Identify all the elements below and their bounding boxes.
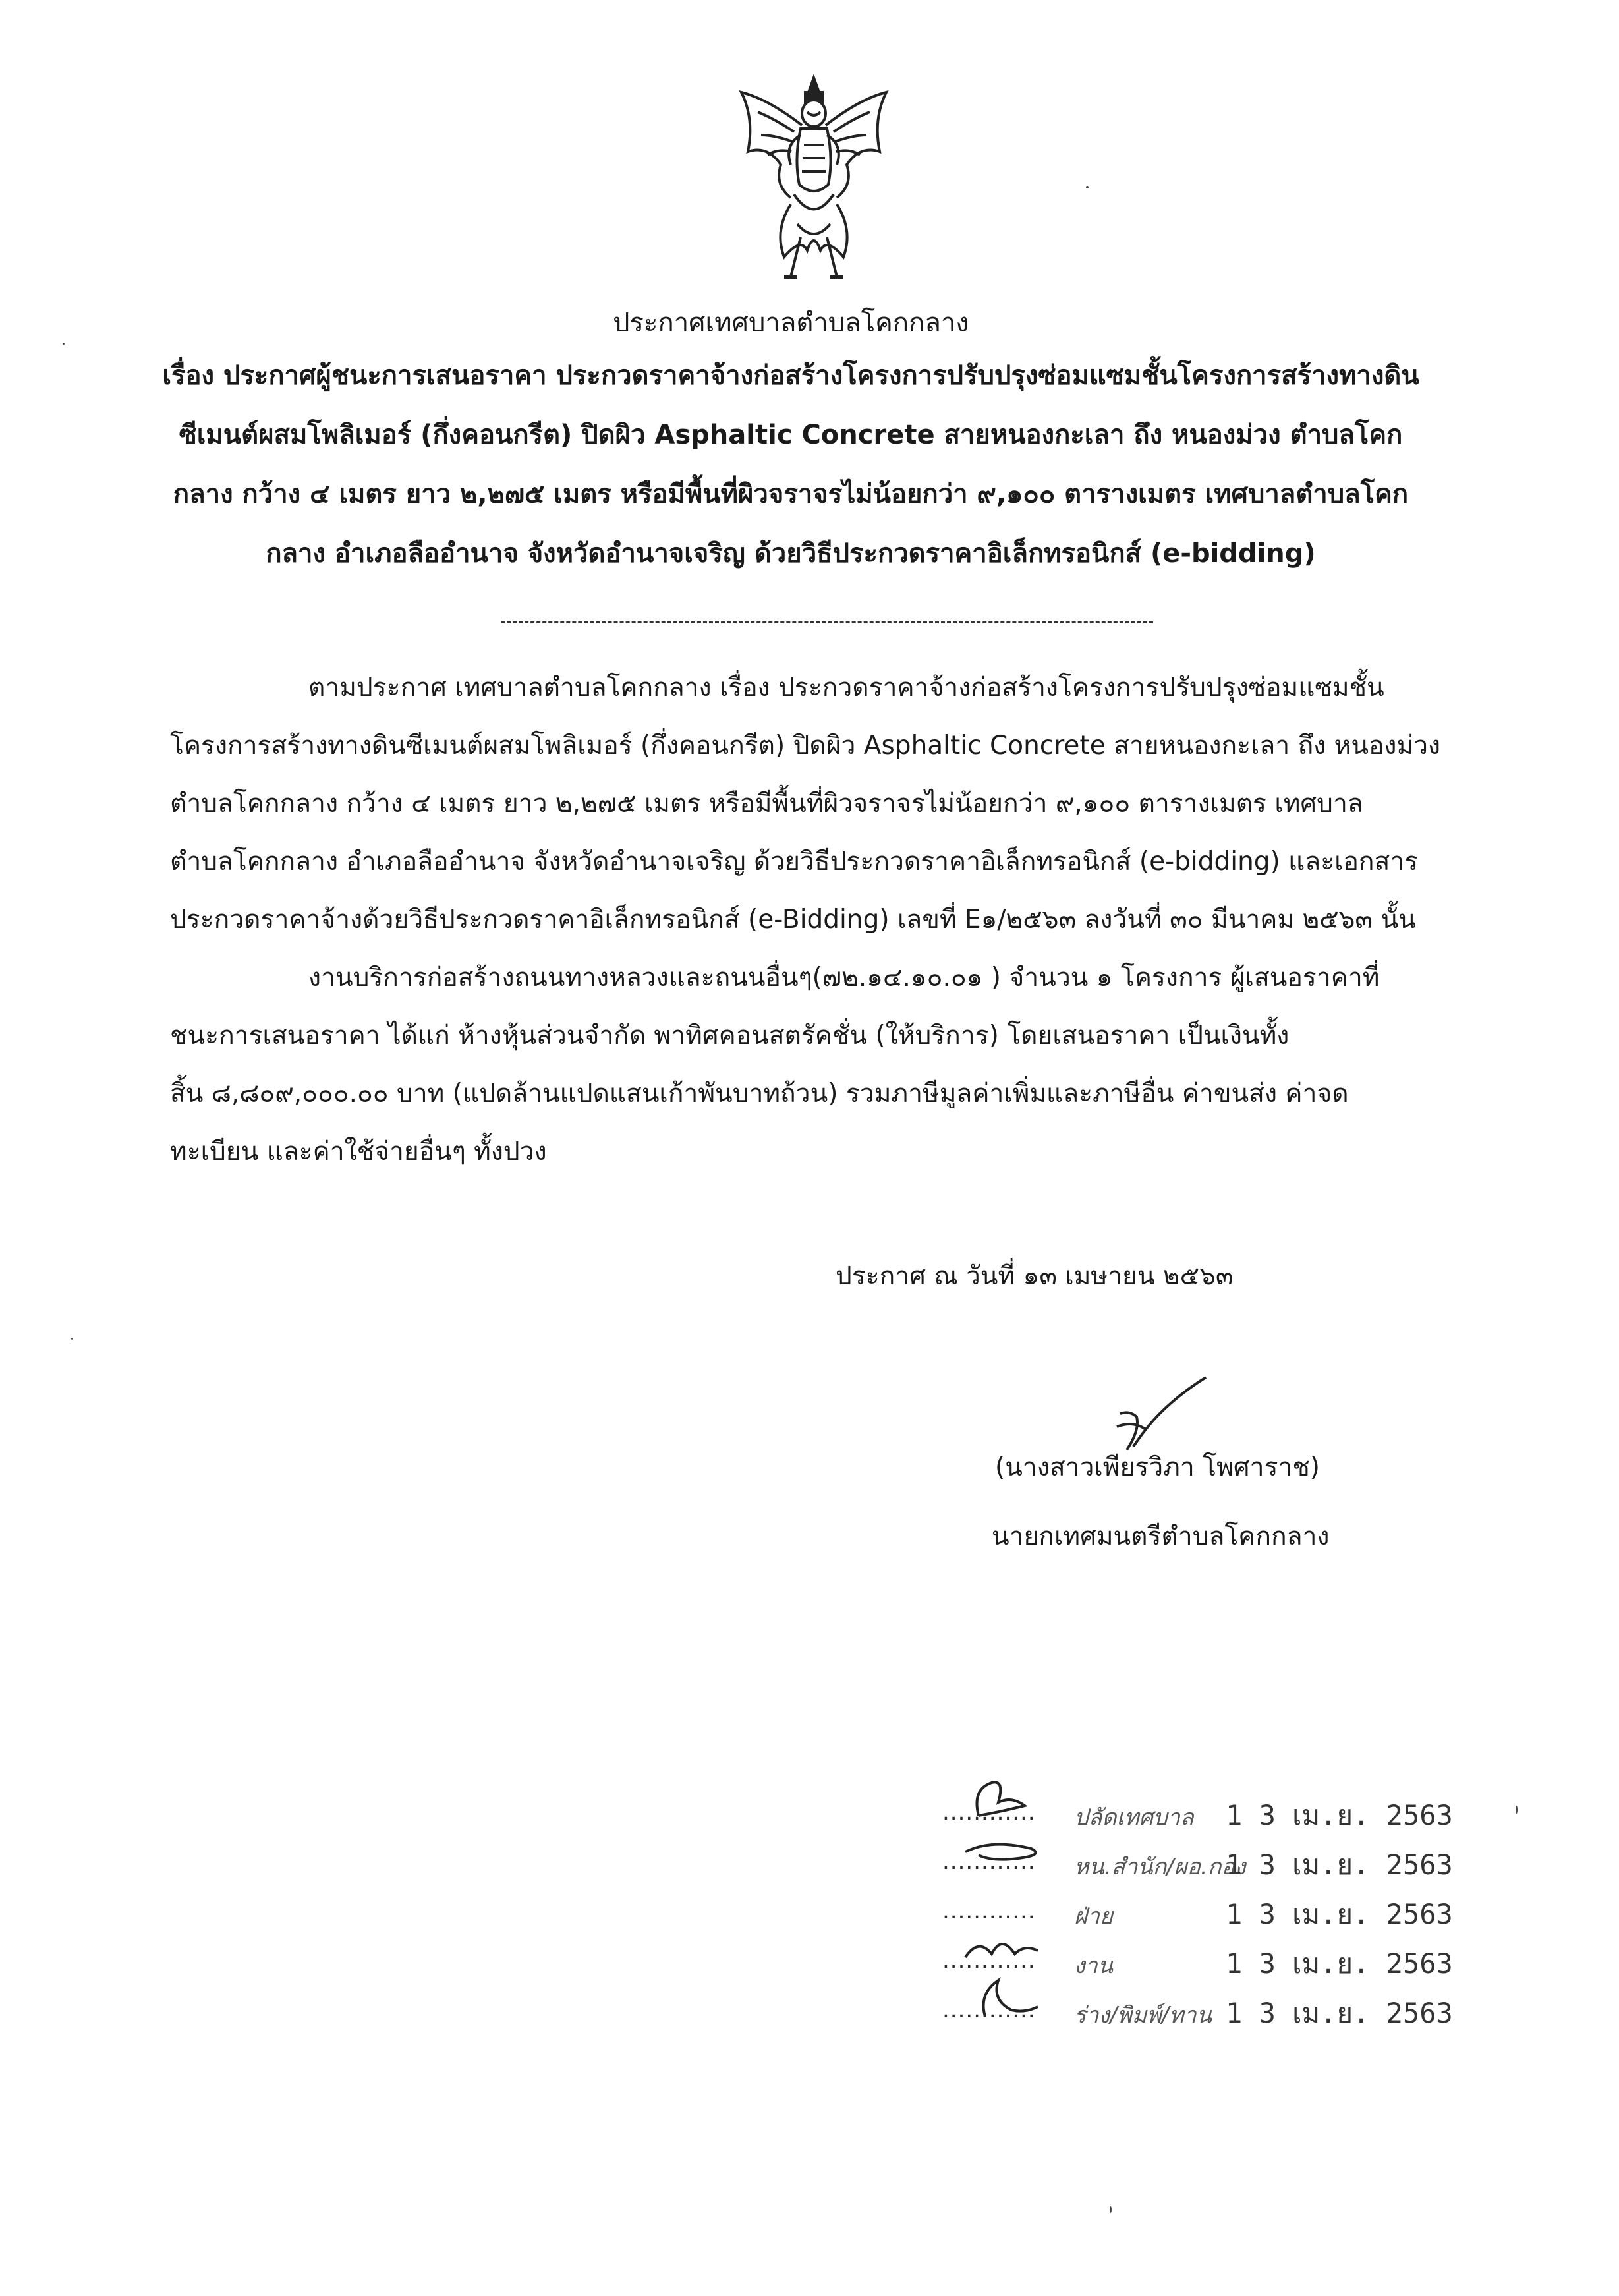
stamp-role: หน.สำนัก/ผอ.กอง — [1074, 1854, 1246, 1880]
stamp-date: 1 3 เม.ย. 2563 — [1226, 1799, 1453, 1831]
document-title: ประกาศเทศบาลตำบลโคกกลาง — [613, 308, 969, 338]
subject-line: เรื่อง ประกาศผู้ชนะการเสนอราคา ประกวดราคาจ้างก่อสร้างโครงการปรับปรุงซ่อมแซมชั้นโครงการสร้างทางดิน — [162, 360, 1419, 391]
stamp-date: 1 3 เม.ย. 2563 — [1226, 1997, 1453, 2029]
stamp-dots: ............ — [942, 1849, 1036, 1875]
routing-stamp-row — [942, 1977, 1535, 2029]
body-line: ประกวดราคาจ้างด้วยวิธีประกวดราคาอิเล็กทรอนิกส์ (e-Bidding) เลขที่ E๑/๒๕๖๓ ลงวันที่ ๓๐ มีนาคม ๒๕๖๓ นั้น — [170, 905, 1416, 934]
body-line: ทะเบียน และค่าใช้จ่ายอื่นๆ ทั้งปวง — [170, 1137, 547, 1166]
stamp-date: 1 3 เม.ย. 2563 — [1226, 1947, 1453, 1980]
dashed-divider — [501, 621, 1153, 623]
stamp-role: งาน — [1074, 1953, 1113, 1979]
scan-speck — [1086, 186, 1089, 188]
body-line: สิ้น ๘,๘๐๙,๐๐๐.๐๐ บาท (แปดล้านแปดแสนเก้าพันบาทถ้วน) รวมภาษีมูลค่าเพิ่มและภาษีอื่น ค่าขนส่ง ค่าจด — [170, 1079, 1349, 1108]
body-line: ตำบลโคกกลาง กว้าง ๔ เมตร ยาว ๒,๒๗๕ เมตร หรือมีพื้นที่ผิวจราจรไม่น้อยกว่า ๙,๑๐๐ ตารางเมตร เทศบาล — [170, 789, 1363, 818]
subject-line: กลาง อำเภอลืออำนาจ จังหวัดอำนาจเจริญ ด้วยวิธีประกวดราคาอิเล็กทรอนิกส์ (e-bidding) — [266, 538, 1316, 569]
scan-speck — [1110, 2206, 1112, 2213]
stamp-role: ร่าง/พิมพ์/ทาน — [1074, 2002, 1212, 2028]
body-line: โครงการสร้างทางดินซีเมนต์ผสมโพลิเมอร์ (กึ่งคอนกรีต) ปิดผิว Asphaltic Concrete สายหนองกะเลา ถึง หนองม่วง — [170, 731, 1441, 761]
scan-speck — [71, 1338, 73, 1340]
scan-speck — [63, 343, 65, 345]
routing-stamps — [942, 1779, 1535, 2029]
body-line: ตำบลโคกกลาง อำเภอลืออำนาจ จังหวัดอำนาจเจริญ ด้วยวิธีประกวดราคาอิเล็กทรอนิกส์ (e-bidding) และเอกสาร — [170, 847, 1419, 876]
subject-line: ซีเมนต์ผสมโพลิเมอร์ (กึ่งคอนกรีต) ปิดผิว Asphaltic Concrete สายหนองกะเลา ถึง หนองม่วง ตำบลโคก — [179, 420, 1403, 450]
routing-stamp-row — [942, 1829, 1535, 1881]
routing-stamp-row — [942, 1928, 1535, 1980]
stamp-dots: ............ — [942, 1799, 1036, 1825]
stamp-date: 1 3 เม.ย. 2563 — [1226, 1849, 1453, 1881]
routing-stamp-row — [942, 1878, 1535, 1928]
stamp-role: ฝ่าย — [1074, 1903, 1113, 1930]
stamp-date: 1 3 เม.ย. 2563 — [1226, 1898, 1453, 1930]
announcement-body — [170, 659, 1488, 1181]
subject — [132, 346, 1450, 583]
stamp-dots: ............ — [942, 1898, 1036, 1924]
scan-speck — [1516, 1806, 1518, 1814]
body-line: งานบริการก่อสร้างถนนทางหลวงและถนนอื่นๆ(๗๒.๑๔.๑๐.๐๑ ) จำนวน ๑ โครงการ ผู้เสนอราคาที่ — [308, 963, 1380, 992]
subject-line: กลาง กว้าง ๔ เมตร ยาว ๒,๒๗๕ เมตร หรือมีพื้นที่ผิวจราจรไม่น้อยกว่า ๙,๑๐๐ ตารางเมตร เทศบาลตำบลโคก — [173, 479, 1409, 509]
garuda-emblem-icon — [728, 72, 899, 297]
signature-icon — [1081, 1367, 1232, 1460]
stamp-dots: ............ — [942, 1997, 1036, 2023]
signer-name: (นางสาวเพียรวิภา โพศาราช) — [995, 1452, 1321, 1482]
body-line: ชนะการเสนอราคา ได้แก่ ห้างหุ้นส่วนจำกัด พาทิศคอนสตรัคชั่น (ให้บริการ) โดยเสนอราคา เป็นเงินทั้ง — [170, 1021, 1290, 1050]
announcement-date: ประกาศ ณ วันที่ ๑๓ เมษายน ๒๕๖๓ — [836, 1261, 1234, 1291]
routing-stamp-row — [942, 1779, 1535, 1829]
body-line: ตามประกาศ เทศบาลตำบลโคกกลาง เรื่อง ประกวดราคาจ้างก่อสร้างโครงการปรับปรุงซ่อมแซมชั้น — [308, 673, 1384, 703]
stamp-dots: ............ — [942, 1947, 1036, 1974]
title-block — [132, 300, 1450, 583]
signer-position: นายกเทศมนตรีตำบลโคกกลาง — [992, 1522, 1330, 1551]
stamp-role: ปลัดเทศบาล — [1074, 1804, 1194, 1831]
